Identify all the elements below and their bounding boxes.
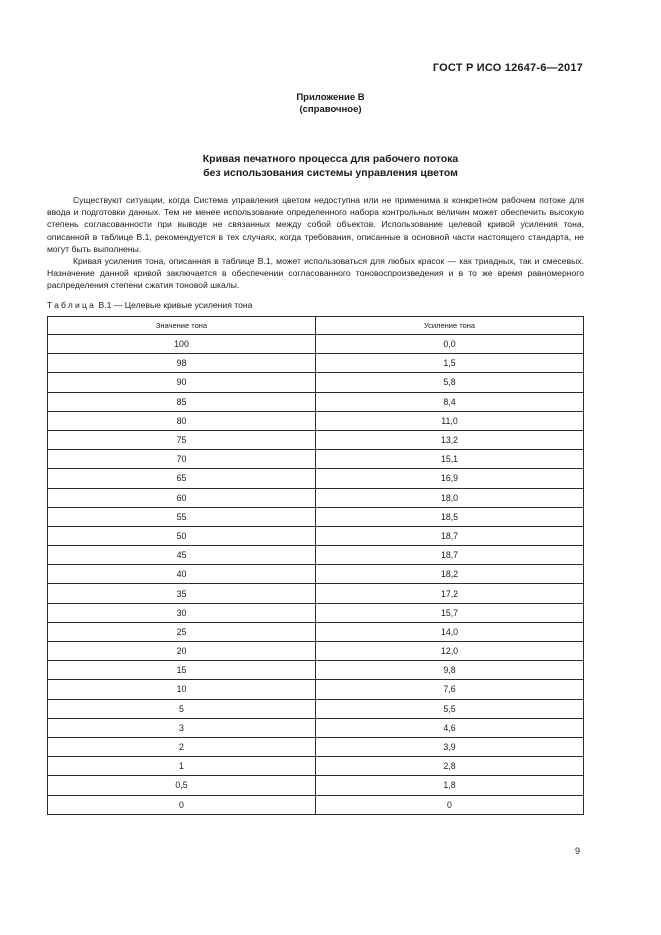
tone-gain-cell: 18,7 [316, 526, 584, 545]
tone-value-cell: 15 [48, 661, 316, 680]
appendix-title: Приложение В [296, 92, 365, 103]
table-row [48, 776, 584, 795]
table-row [48, 757, 584, 776]
table-row [48, 603, 584, 622]
tone-gain-table [47, 316, 584, 815]
tone-value-cell: 75 [48, 430, 316, 449]
table-row [48, 392, 584, 411]
table-row [48, 507, 584, 526]
tone-gain-cell: 5,5 [316, 699, 584, 718]
table-body [48, 335, 584, 815]
tone-gain-cell: 11,0 [316, 411, 584, 430]
appendix-heading [0, 92, 661, 116]
table-row [48, 584, 584, 603]
column-header-tone-gain: Усиление тона [316, 317, 584, 335]
tone-value-cell: 65 [48, 469, 316, 488]
tone-value-cell: 40 [48, 565, 316, 584]
table-row [48, 565, 584, 584]
body-text [47, 194, 584, 292]
table-row [48, 411, 584, 430]
tone-gain-cell: 12,0 [316, 642, 584, 661]
tone-value-cell: 98 [48, 354, 316, 373]
table-caption-text: В.1 — Целевые кривые усиления тона [96, 300, 253, 310]
table-row [48, 737, 584, 756]
tone-gain-cell: 15,1 [316, 450, 584, 469]
column-header-tone-value: Значение тона [48, 317, 316, 335]
tone-value-cell: 55 [48, 507, 316, 526]
section-title-line-2: без использования системы управления цветом [203, 167, 458, 179]
page-number: 9 [575, 846, 581, 856]
tone-value-cell: 1 [48, 757, 316, 776]
table-row [48, 450, 584, 469]
tone-value-cell: 60 [48, 488, 316, 507]
tone-value-cell: 50 [48, 526, 316, 545]
tone-value-cell: 30 [48, 603, 316, 622]
table-caption-label: Таблица [47, 300, 97, 310]
tone-gain-cell: 4,6 [316, 718, 584, 737]
appendix-subtitle: (справочное) [299, 104, 362, 115]
tone-value-cell: 35 [48, 584, 316, 603]
tone-gain-cell: 1,8 [316, 776, 584, 795]
table-header-row [48, 317, 584, 335]
tone-gain-cell: 18,0 [316, 488, 584, 507]
table-row [48, 373, 584, 392]
tone-value-cell: 70 [48, 450, 316, 469]
table-row [48, 622, 584, 641]
table-row [48, 661, 584, 680]
section-title [0, 152, 661, 180]
tone-value-cell: 2 [48, 737, 316, 756]
tone-gain-cell: 18,2 [316, 565, 584, 584]
table-row [48, 642, 584, 661]
tone-gain-cell: 1,5 [316, 354, 584, 373]
table-row [48, 546, 584, 565]
tone-value-cell: 90 [48, 373, 316, 392]
paragraph: Существуют ситуации, когда Система управления цветом недоступна или не применима в конкретном рабочем потоке для ввода и подготовки данных. Тем не менее использование определенного набора контрольных величин может обеспечить высокую степень согласованности при выводе не связанных между собой объектов. Использование целевой кривой усиления тона, описанной в таблице В.1, рекомендуется в тех случаях, когда требования, описанные в основной части настоящего стандарта, не могут быть выполнены. [47, 195, 584, 254]
paragraph: Кривая усиления тона, описанная в таблице В.1, может использоваться для любых красок — как триадных, так и смесевых. Назначение данной кривой заключается в обеспечении согласованного тоновоспроизведения и в то же время равномерного распределения степени сжатия тоновой шкалы. [47, 256, 584, 291]
tone-gain-cell: 16,9 [316, 469, 584, 488]
tone-gain-cell: 9,8 [316, 661, 584, 680]
table-row [48, 795, 584, 814]
tone-value-cell: 45 [48, 546, 316, 565]
tone-value-cell: 0 [48, 795, 316, 814]
tone-value-cell: 20 [48, 642, 316, 661]
tone-gain-cell: 18,5 [316, 507, 584, 526]
tone-gain-cell: 13,2 [316, 430, 584, 449]
tone-gain-cell: 7,6 [316, 680, 584, 699]
table-row [48, 335, 584, 354]
tone-gain-cell: 3,9 [316, 737, 584, 756]
tone-gain-cell: 17,2 [316, 584, 584, 603]
tone-gain-cell: 0 [316, 795, 584, 814]
table-row [48, 718, 584, 737]
tone-gain-cell: 14,0 [316, 622, 584, 641]
tone-gain-cell: 18,7 [316, 546, 584, 565]
table-row [48, 526, 584, 545]
tone-value-cell: 3 [48, 718, 316, 737]
tone-gain-cell: 8,4 [316, 392, 584, 411]
tone-gain-cell: 2,8 [316, 757, 584, 776]
table-row [48, 430, 584, 449]
tone-value-cell: 85 [48, 392, 316, 411]
table-row [48, 680, 584, 699]
table-row [48, 488, 584, 507]
tone-value-cell: 10 [48, 680, 316, 699]
tone-value-cell: 25 [48, 622, 316, 641]
section-title-line-1: Кривая печатного процесса для рабочего потока [202, 153, 459, 165]
tone-gain-cell: 5,8 [316, 373, 584, 392]
table-row [48, 354, 584, 373]
table-row [48, 469, 584, 488]
table-caption [47, 300, 252, 310]
tone-gain-cell: 0,0 [316, 335, 584, 354]
document-code: ГОСТ Р ИСО 12647-6—2017 [432, 62, 583, 74]
tone-value-cell: 80 [48, 411, 316, 430]
tone-value-cell: 5 [48, 699, 316, 718]
tone-value-cell: 100 [48, 335, 316, 354]
tone-gain-cell: 15,7 [316, 603, 584, 622]
table-row [48, 699, 584, 718]
tone-value-cell: 0,5 [48, 776, 316, 795]
